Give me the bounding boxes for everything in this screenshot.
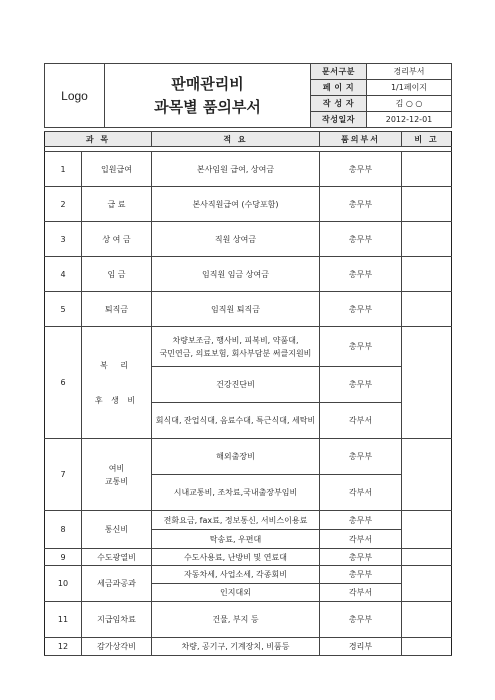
row-remarks <box>402 152 452 187</box>
column-header-subject: 과 목 <box>45 132 152 147</box>
row-subject <box>82 439 152 511</box>
table-row <box>45 222 452 257</box>
row-department: 경리부 <box>320 638 402 656</box>
row-department: 각부서 <box>320 403 402 439</box>
row-description: 직원 상여금 <box>152 222 320 257</box>
table-header-row <box>45 132 452 147</box>
row-remarks <box>402 602 452 638</box>
logo: Logo <box>45 64 105 128</box>
row-description: 인지대외 <box>152 584 320 602</box>
row-number: 4 <box>45 257 82 292</box>
row-description <box>152 327 320 367</box>
row-subject: 퇴직금 <box>82 292 152 327</box>
meta-key-page: 페 이 지 <box>311 80 367 96</box>
document-header <box>44 63 452 128</box>
table-row <box>45 327 452 367</box>
row-subject: 상 여 금 <box>82 222 152 257</box>
row-description: 시내교통비, 조차료,국내출장부임비 <box>152 475 320 511</box>
row-description: 해외출장비 <box>152 439 320 475</box>
row-number: 5 <box>45 292 82 327</box>
row-department: 총무부 <box>320 602 402 638</box>
row-number: 6 <box>45 327 82 439</box>
row-remarks <box>402 439 452 511</box>
row-description: 건강진단비 <box>152 367 320 403</box>
row-number: 11 <box>45 602 82 638</box>
row-department: 총무부 <box>320 367 402 403</box>
row-subject: 임 금 <box>82 257 152 292</box>
meta-value-date: 2012-12-01 <box>367 112 452 128</box>
row-department: 총무부 <box>320 511 402 530</box>
title-line-2: 과목별 품의부서 <box>154 97 261 116</box>
row-description: 전화요금, fax료, 정보통신, 서비스이용료 <box>152 511 320 530</box>
row-department: 총무부 <box>320 187 402 222</box>
meta-value-page: 1/1페이지 <box>367 80 452 96</box>
meta-key-author: 작 성 자 <box>311 96 367 112</box>
column-header-remarks: 비 고 <box>402 132 452 147</box>
row-subject: 감가상각비 <box>82 638 152 656</box>
row-number: 12 <box>45 638 82 656</box>
row-number: 3 <box>45 222 82 257</box>
row-subject-line-2: 교통비 <box>104 476 129 486</box>
row-number: 10 <box>45 566 82 602</box>
row-remarks <box>402 257 452 292</box>
row-remarks <box>402 292 452 327</box>
row-department: 각부서 <box>320 475 402 511</box>
row-number: 8 <box>45 511 82 549</box>
row-description: 차량, 공기구, 기계장치, 비품등 <box>152 638 320 656</box>
row-description: 건물, 부지 등 <box>152 602 320 638</box>
document-title <box>105 64 311 128</box>
table-row <box>45 566 452 584</box>
table-row <box>45 638 452 656</box>
row-subject: 급 료 <box>82 187 152 222</box>
meta-value-author: 김 ○ ○ <box>367 96 452 112</box>
table-row <box>45 511 452 530</box>
row-department: 총무부 <box>320 549 402 566</box>
row-description: 본사직원급여 (수당포함) <box>152 187 320 222</box>
row-description-line-2: 국민연금, 의료보험, 회사부담분 써클지원비 <box>159 348 312 358</box>
row-description: 임직원 퇴직금 <box>152 292 320 327</box>
row-subject <box>82 327 152 439</box>
row-description: 탁송료, 우편대 <box>152 530 320 549</box>
row-description: 본사임원 급여, 상여금 <box>152 152 320 187</box>
row-subject: 세금과공과 <box>82 566 152 602</box>
meta-key-date: 작성일자 <box>311 112 367 128</box>
row-department: 총무부 <box>320 152 402 187</box>
row-remarks <box>402 549 452 566</box>
column-header-department: 품의부서 <box>320 132 402 147</box>
row-subject-line-1: 여비 <box>108 463 125 473</box>
row-description: 임직원 임금 상여금 <box>152 257 320 292</box>
table-row <box>45 439 452 475</box>
row-number: 2 <box>45 187 82 222</box>
table-row <box>45 292 452 327</box>
row-department: 총무부 <box>320 327 402 367</box>
row-description-line-1: 차량보조금, 행사비, 피복비, 약품대, <box>172 335 299 345</box>
row-subject-line-1: 복 리 <box>100 360 133 370</box>
row-description: 자동차세, 사업소세, 각종회비 <box>152 566 320 584</box>
row-remarks <box>402 511 452 549</box>
row-subject: 지급임차료 <box>82 602 152 638</box>
meta-key-doc-type: 문서구분 <box>311 64 367 80</box>
row-subject: 입원급여 <box>82 152 152 187</box>
table-row <box>45 187 452 222</box>
row-department: 각부서 <box>320 530 402 549</box>
column-header-description: 적 요 <box>152 132 320 147</box>
row-description: 수도사용료, 난방비 및 연료대 <box>152 549 320 566</box>
row-department: 총무부 <box>320 292 402 327</box>
table-row <box>45 152 452 187</box>
table-row <box>45 602 452 638</box>
expense-table <box>44 131 452 656</box>
row-subject: 통신비 <box>82 511 152 549</box>
row-number: 1 <box>45 152 82 187</box>
row-subject: 수도광열비 <box>82 549 152 566</box>
row-department: 총무부 <box>320 566 402 584</box>
meta-value-doc-type: 경리부서 <box>367 64 452 80</box>
row-description: 회식대, 잔업식대, 음료수대, 특근식대, 세탁비 <box>152 403 320 439</box>
row-remarks <box>402 222 452 257</box>
row-number: 9 <box>45 549 82 566</box>
row-remarks <box>402 327 452 439</box>
table-row <box>45 257 452 292</box>
table-row <box>45 549 452 566</box>
row-subject-line-2: 후 생 비 <box>94 395 139 405</box>
row-department: 총무부 <box>320 222 402 257</box>
row-number: 7 <box>45 439 82 511</box>
row-department: 총무부 <box>320 439 402 475</box>
row-remarks <box>402 566 452 602</box>
row-remarks <box>402 638 452 656</box>
row-department: 총무부 <box>320 257 402 292</box>
row-department: 각부서 <box>320 584 402 602</box>
title-line-1: 판매관리비 <box>171 74 244 93</box>
row-remarks <box>402 187 452 222</box>
